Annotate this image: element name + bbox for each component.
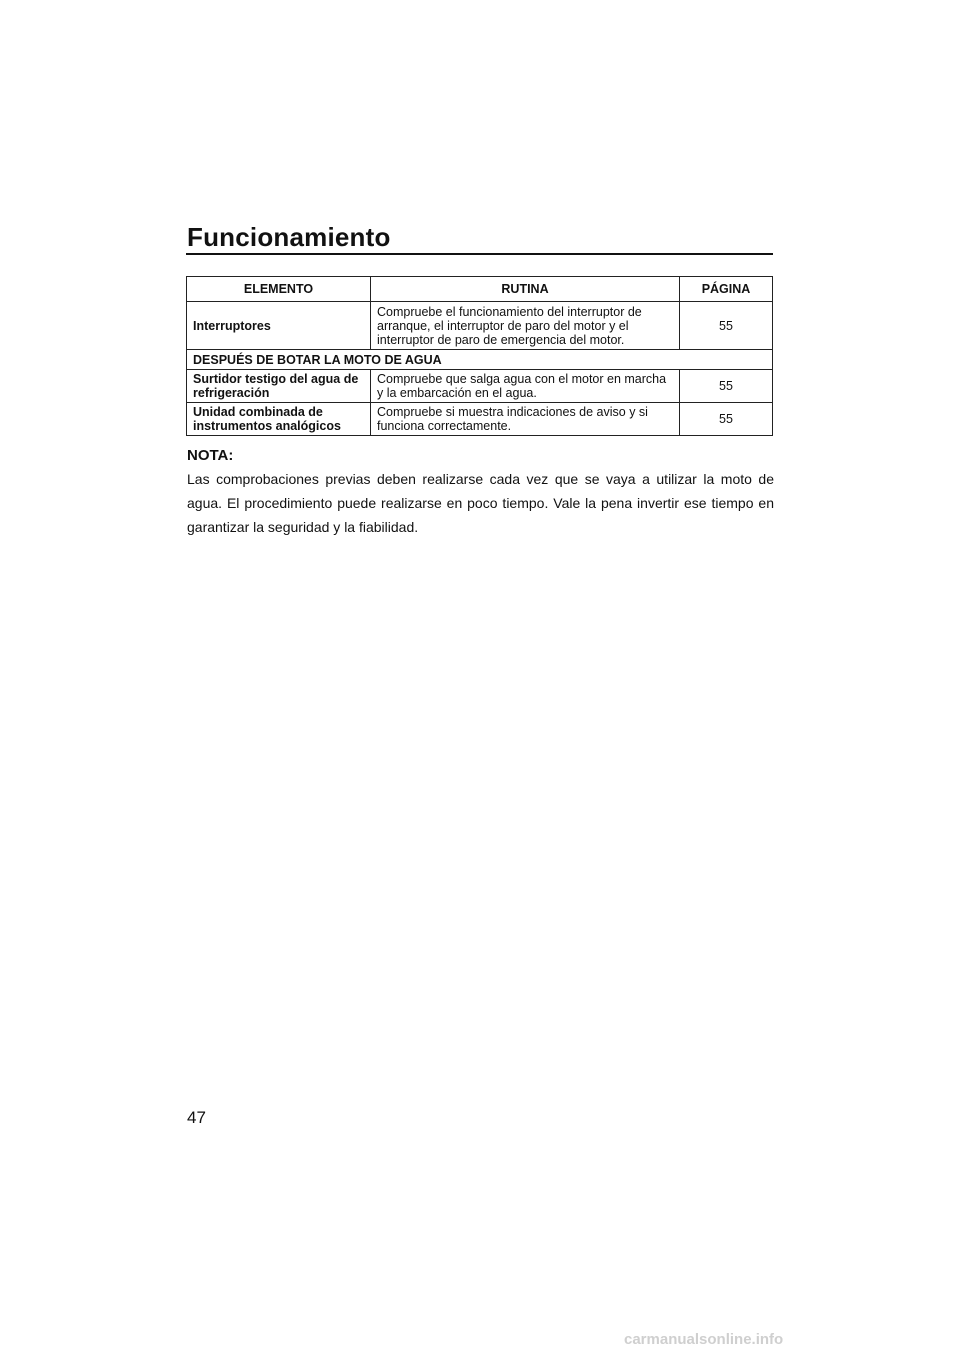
- table-header-row: [187, 277, 773, 302]
- row-item: Unidad combinada de instrumentos analógicos: [187, 403, 371, 436]
- page-number: 47: [187, 1108, 206, 1127]
- row-page: 55: [680, 302, 773, 350]
- title-rule: [186, 253, 773, 255]
- watermark-text: carmanualsonline.info: [624, 1331, 784, 1348]
- row-page: 55: [680, 403, 773, 436]
- section-heading: DESPUÉS DE BOTAR LA MOTO DE AGUA: [187, 350, 773, 370]
- row-routine: Compruebe el funcionamiento del interruptor de arranque, el interruptor de paro del motor y el interruptor de paro de emergencia del motor.: [371, 302, 680, 350]
- row-page: 55: [680, 370, 773, 403]
- page-title: Funcionamiento: [187, 222, 391, 252]
- row-routine: Compruebe si muestra indicaciones de aviso y si funciona correctamente.: [371, 403, 680, 436]
- table-row: [187, 370, 773, 403]
- note-label: NOTA:: [187, 447, 234, 464]
- row-item: Interruptores: [187, 302, 371, 350]
- section-row: [187, 350, 773, 370]
- row-routine: Compruebe que salga agua con el motor en marcha y la embarcación en el agua.: [371, 370, 680, 403]
- table-row: [187, 403, 773, 436]
- header-element: ELEMENTO: [187, 277, 371, 302]
- pre-operation-checks-table: [186, 276, 773, 436]
- table-row: [187, 302, 773, 350]
- row-item: Surtidor testigo del agua de refrigeración: [187, 370, 371, 403]
- note-text: Las comprobaciones previas deben realizarse cada vez que se vaya a utilizar la moto de agua. El procedimiento puede realizarse en poco tiempo. Vale la pena invertir ese tiempo en garantizar la seguridad y la fiabilidad.: [187, 471, 774, 535]
- header-page: PÁGINA: [680, 277, 773, 302]
- header-routine: RUTINA: [371, 277, 680, 302]
